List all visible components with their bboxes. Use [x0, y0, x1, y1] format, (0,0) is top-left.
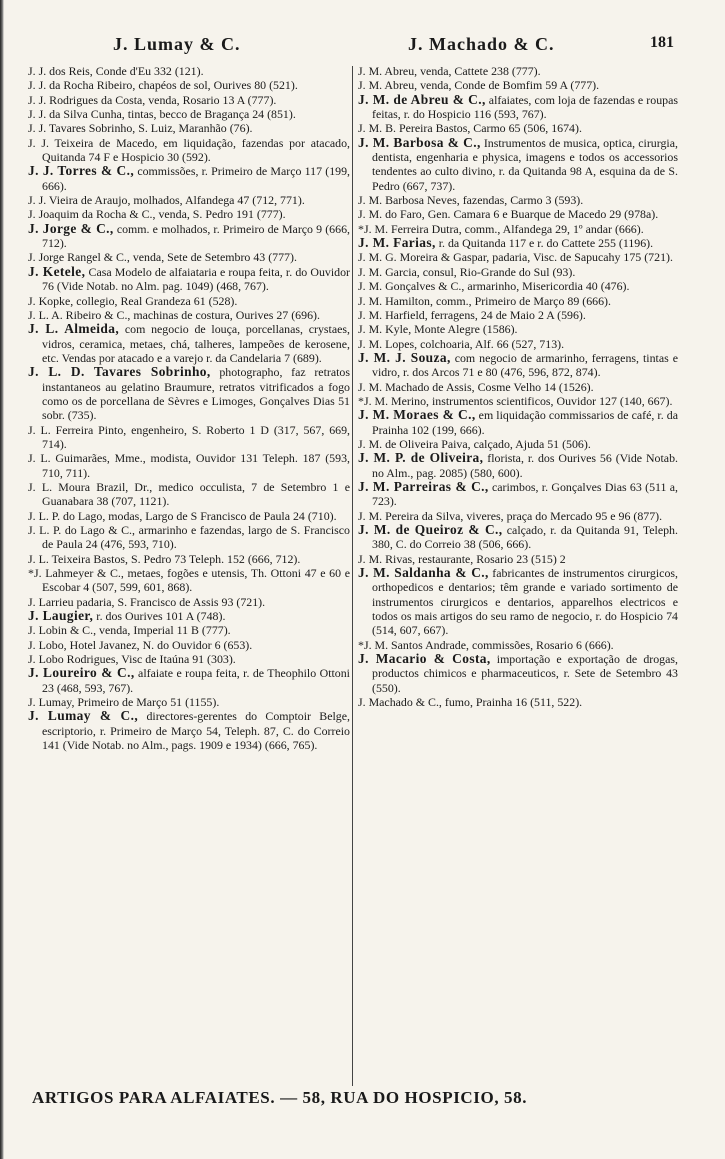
entry-details: venda, S. Pedro 191 (777).	[155, 207, 286, 222]
entry-name: J. M. Gonçalves & C.,	[358, 279, 465, 294]
entry-details: com negocio de louça, porcellanas, crystaes, vidros, ceramica, metaes, chá, talheres, lampeões de kerosene, etc. Vendas por atacado e a varejo r. da Candelaria 7 (689).	[42, 322, 351, 365]
entry-details: Carmo 65 (506, 1674).	[470, 121, 582, 136]
entry-name: J. M. Kyle,	[358, 322, 412, 337]
entry-details: Primeiro de Março 51 (1155).	[74, 695, 220, 710]
entry-details: tintas, becco de Bragança 24 (851).	[124, 107, 296, 122]
entry-name: J. M. Barbosa Neves,	[358, 193, 460, 208]
directory-entry	[28, 566, 350, 595]
directory-entry	[358, 523, 678, 552]
entry-details: Hotel Javanez, N. do Ouvidor 6 (653).	[66, 637, 253, 652]
entry-details: venda, Rosario 13 A (777).	[145, 92, 277, 107]
entry-name: J. L. D. Tavares Sobrinho,	[28, 364, 211, 380]
directory-entry	[358, 64, 678, 78]
directory-entry	[358, 236, 678, 250]
directory-entry	[358, 451, 678, 480]
entry-details: em liquidação, fazendas por atacado, Quitanda 74 F e Hospicio 30 (592).	[42, 135, 350, 165]
entry-name: J. Joaquim da Rocha & C.,	[28, 207, 156, 222]
directory-entry	[358, 279, 678, 293]
directory-entry	[28, 423, 350, 452]
directory-entry	[28, 666, 350, 695]
entry-details: Mme., modista, Ouvidor 131 Teleph. 187 (593, 710, 711).	[42, 451, 350, 480]
directory-entry	[358, 552, 678, 566]
entry-details: chapéos de sol, Ourives 80 (521).	[135, 78, 298, 93]
entry-name: J. M. Abreu,	[358, 64, 418, 78]
entry-details: Dr., medico occulista, 7 de Setembro 1 e Guanabara 38 (707, 1121).	[42, 479, 350, 509]
entry-details: collegio, Real Grandeza 61 (528).	[73, 293, 238, 308]
entry-details: modas, Largo de S Francisco de Paula 24 (710).	[105, 508, 337, 523]
entry-name: J. M. Hamilton,	[358, 293, 433, 308]
directory-entry	[358, 207, 678, 221]
directory-entry	[358, 222, 678, 236]
entry-details: metaes, fogões e utensis, Th. Ottoni 47 e 60 e Escobar 4 (507, 599, 601, 868).	[42, 566, 350, 595]
entry-name: J. L. Guimarães,	[28, 451, 110, 466]
directory-entry	[28, 250, 350, 264]
entry-name: J. M. J. Souza,	[358, 349, 451, 365]
entry-name: J. J. Rodrigues da Costa,	[28, 92, 146, 107]
entry-details: restaurante, Rosario 23 (515) 2	[415, 551, 566, 566]
directory-entry	[28, 552, 350, 566]
entry-details: em liquidação commissarios de café, r. da Prainha 102 (199, 666).	[372, 408, 678, 437]
entry-name: J. M. P. de Oliveira,	[358, 450, 484, 466]
entry-details: armarinho e fazendas, largo de S. Francisco de Paula 24 (476, 593, 710).	[42, 523, 351, 552]
entry-details: Casa Modelo de alfaiataria e roupa feita, r. do Ouvidor 76 (Vide Notab. no Alm. pag. 1049) (468, 767).	[42, 264, 350, 294]
entry-name: J. Lobin & C.,	[28, 623, 97, 638]
entry-name: J. L. Teixeira Bastos,	[28, 551, 129, 566]
entry-name: J. M. Lopes,	[358, 336, 418, 351]
entry-details: venda, Imperial 11 B (777).	[96, 623, 231, 638]
entry-details: padaria, S. Francisco de Assis 93 (721).	[73, 594, 266, 609]
entry-details: ferragens, 24 de Maio 2 A (596).	[427, 307, 586, 322]
directory-entry	[28, 509, 350, 523]
directory-entry	[28, 638, 350, 652]
entry-details: Instrumentos de musica, optica, cirurgia, dentista, engenharia e physica, imagens e todos os accessorios tendentes ao culto divino, r. da Quitanda 98 A, esquina da de S. Pedro (667, 737).	[372, 135, 678, 193]
directory-entry	[358, 337, 678, 351]
directory-entry	[358, 408, 678, 437]
entry-details: fazendas, Carmo 3 (593).	[459, 193, 584, 208]
entry-name: J. M. G. Moreira & Gaspar,	[358, 250, 490, 265]
entry-name: J. M. de Abreu & C.,	[358, 91, 486, 107]
entry-details: commissões, r. Primeiro de Março 117 (199, 666).	[42, 164, 350, 193]
directory-entry	[358, 351, 678, 380]
entry-name: J. M. do Faro,	[358, 207, 425, 222]
directory-entry	[358, 437, 678, 451]
entry-details: Gen. Camara 6 e Buarque de Macedo 29 (978a).	[424, 207, 659, 222]
entry-details: r. dos Ourives 101 A (748).	[93, 609, 226, 624]
entry-name: J. M. Abreu,	[358, 78, 418, 93]
directory-entry	[358, 566, 678, 638]
entry-name: J. M. Machado de Assis,	[358, 379, 475, 394]
entry-details: directores-gerentes do Comptoir Belge, escriptorio, r. Primeiro de Março 54, Teleph. 87, C. do Correio 141 (Vide Notab. no Alm., pags. 1909 e 1934) (666, 765).	[42, 709, 350, 753]
entry-name: J. J. Vieira de Araujo,	[28, 193, 131, 208]
entry-name: J. Ketele,	[28, 263, 86, 279]
entry-details: venda, Conde de Bomfim 59 A (777).	[417, 78, 600, 93]
directory-entry	[358, 695, 678, 709]
directory-entry	[358, 193, 678, 207]
entry-details: importação e exportação de drogas, productos chimicos e pharmaceuticos, r. Sete de Setembro 43 (550).	[372, 652, 678, 695]
directory-entry	[28, 107, 350, 121]
directory-entry	[28, 709, 350, 752]
entry-name: J. L. A. Ribeiro & C.,	[28, 307, 131, 322]
entry-details: alfaiates, com loja de fazendas e roupas feitas, r. do Hospicio 116 (593, 767).	[372, 92, 678, 122]
entry-name: J. M. Garcia,	[358, 264, 420, 279]
entry-details: Monte Alegre (1586).	[411, 322, 518, 337]
entry-name: J. Kopke,	[28, 293, 74, 308]
directory-entry	[28, 294, 350, 308]
directory-entry	[358, 322, 678, 336]
entry-name: J. Lobo,	[28, 637, 67, 652]
entry-name: J. L. Moura Brazil,	[28, 479, 129, 494]
entry-details: colchoaria, Alf. 66 (527, 713).	[417, 336, 565, 351]
entry-details: consul, Rio-Grande do Sul (93).	[419, 264, 576, 279]
left-column	[28, 64, 350, 753]
entry-details: photographo, faz retratos instantaneos au gelatino Braumure, retratos vitrificados a fogo como os de porcellana de Sèvres e Limoges, Gonçalves Dias 51 sobr. (735).	[42, 365, 350, 423]
column-divider	[352, 66, 353, 1086]
directory-entry	[358, 652, 678, 695]
entry-details: padaria, Visc. de Sapucahy 175 (721).	[489, 250, 673, 265]
directory-entry	[358, 394, 678, 408]
entry-details: Cosme Velho 14 (1526).	[474, 379, 594, 394]
entry-name: J. Machado & C.,	[358, 695, 442, 710]
entry-name: J. Macario & Costa,	[358, 651, 491, 667]
directory-entry	[358, 294, 678, 308]
directory-entry	[358, 480, 678, 509]
directory-entry	[358, 121, 678, 135]
entry-name: J. Jorge Rangel & C.,	[28, 250, 130, 265]
entry-name: J. Lumay & C.,	[28, 708, 139, 724]
directory-entry	[28, 121, 350, 135]
directory-entry	[28, 623, 350, 637]
directory-entry	[28, 64, 350, 78]
directory-entry	[28, 265, 350, 294]
entry-details: S. Luiz, Maranhão (76).	[135, 121, 253, 136]
right-column	[358, 64, 678, 709]
entry-details: comm., Primeiro de Março 89 (666).	[432, 293, 611, 308]
entry-name: J. M. Saldanha & C.,	[358, 565, 489, 581]
entry-details: Visc de Itaúna 91 (303).	[118, 652, 236, 667]
entry-name: J. M. de Oliveira Paiva,	[358, 436, 471, 451]
directory-entry	[28, 523, 350, 552]
entry-name: J. M. B. Pereira Bastos,	[358, 121, 471, 136]
entry-name: J. M. Pereira da Silva,	[358, 508, 464, 523]
entry-name: J. J. dos Reis,	[28, 64, 93, 78]
entry-name: J. M. de Queiroz & C.,	[358, 522, 503, 537]
entry-details: alfaiate e roupa feita, r. de Theophilo Ottoni 23 (468, 593, 767).	[42, 666, 350, 695]
entry-details: calçado, r. da Quitanda 91, Teleph. 380, C. do Correio 38 (506, 666).	[372, 523, 678, 552]
directory-entry	[28, 164, 350, 193]
entry-details: Conde d'Eu 332 (121).	[92, 64, 204, 78]
entry-details: molhados, Alfandega 47 (712, 771).	[130, 193, 305, 208]
directory-entry	[28, 609, 350, 623]
entry-name: J. L. P. do Lago,	[28, 508, 106, 523]
entry-details: fabricantes de instrumentos cirurgicos, orthopedicos e dentarios; têm grande e variado sortimento de instrumentos cirurgicos e dentarios, apparelhos electricos e todos os mais artigos do seu ramo de negocio, r. do Hospicio 74 (514, 607, 667).	[372, 566, 678, 638]
entry-details: S. Pedro 73 Teleph. 152 (666, 712).	[128, 551, 301, 566]
entry-details: florista, r. dos Ourives 56 (Vide Notab. no Alm., pag. 2085) (580, 600).	[372, 451, 678, 480]
entry-name: J. L. Almeida,	[28, 321, 120, 337]
running-head-right: J. Machado & C.	[408, 34, 555, 54]
entry-details: engenheiro, S. Roberto 1 D (317, 567, 669, 714).	[42, 422, 350, 451]
entry-name: J. L. Ferreira Pinto,	[28, 422, 127, 437]
entry-name: J. M. Barbosa & C.,	[358, 134, 481, 150]
entry-name: J. M. Moraes & C.,	[358, 407, 476, 423]
entry-details: carimbos, r. Gonçalves Dias 63 (511 a, 723).	[372, 479, 679, 509]
running-head-left: J. Lumay & C.	[113, 34, 241, 54]
directory-entry	[358, 509, 678, 523]
entry-name: J. Larrieu	[28, 594, 74, 609]
page-number: 181	[650, 34, 674, 51]
directory-entry	[28, 93, 350, 107]
entry-name: J. Jorge & C.,	[28, 220, 114, 236]
directory-entry	[358, 308, 678, 322]
entry-details: comm. e molhados, r. Primeiro de Março 9 (666, 712).	[42, 221, 350, 251]
directory-entry	[358, 78, 678, 92]
entry-details: com negocio de armarinho, ferragens, tintas e vidro, r. dos Arcos 71 e 80 (476, 596, 872, 874).	[372, 350, 678, 380]
entry-name: J. L. P. do Lago & C.,	[28, 523, 136, 537]
entry-name: J. M. Harfield,	[358, 307, 428, 322]
entry-name: J. Laugier,	[28, 608, 94, 624]
entry-name: *J. M. Santos Andrade,	[358, 637, 469, 652]
directory-entry	[358, 250, 678, 264]
entry-name: J. M. Rivas,	[358, 551, 416, 566]
directory-entry	[28, 207, 350, 221]
directory-entry	[28, 222, 350, 251]
entry-details: armarinho, Misericordia 40 (476).	[464, 279, 630, 294]
directory-entry	[28, 322, 350, 365]
entry-name: J. Lobo Rodrigues,	[28, 652, 119, 667]
directory-entry	[358, 265, 678, 279]
entry-details: fumo, Prainha 16 (511, 522).	[441, 695, 583, 710]
page-edge-shadow	[0, 0, 4, 1159]
entry-name: J. J. da Rocha Ribeiro,	[28, 78, 136, 93]
page-header	[0, 34, 725, 58]
entry-details: viveres, praça do Mercado 95 e 96 (877).	[463, 508, 663, 523]
entry-details: commissões, Rosario 6 (666).	[468, 637, 614, 652]
entry-name: J. J. Torres & C.,	[28, 163, 135, 179]
directory-entry	[28, 365, 350, 422]
entry-name: *J. Lahmeyer & C.,	[28, 566, 124, 581]
directory-entry	[28, 451, 350, 480]
entry-details: venda, Cattete 238 (777).	[417, 64, 541, 78]
entry-details: instrumentos scientificos, Ouvidor 127 (140, 667).	[429, 393, 673, 408]
directory-entry	[358, 380, 678, 394]
directory-entry	[358, 93, 678, 122]
directory-entry	[28, 695, 350, 709]
entry-name: J. M. Parreiras & C.,	[358, 478, 489, 494]
directory-entry	[28, 595, 350, 609]
entry-details: machinas de costura, Ourives 27 (696).	[130, 307, 320, 322]
directory-entry	[28, 193, 350, 207]
entry-details: comm., Alfandega 29, 1º andar (666).	[461, 221, 644, 236]
directory-entry	[28, 480, 350, 509]
directory-entry	[28, 308, 350, 322]
directory-entry	[358, 136, 678, 193]
entry-name: J. Loureiro & C.,	[28, 665, 135, 681]
entry-details: venda, Sete de Setembro 43 (777).	[129, 250, 297, 265]
directory-entry	[358, 638, 678, 652]
entry-name: J. M. Farias,	[358, 235, 436, 251]
entry-details: calçado, Ajuda 51 (506).	[470, 436, 591, 451]
entry-name: J. Lumay,	[28, 695, 75, 710]
entry-details: r. da Quitanda 117 e r. do Cattete 255 (1196).	[435, 236, 654, 251]
directory-entry	[28, 652, 350, 666]
entry-name: *J. M. Merino,	[358, 393, 430, 408]
entry-name: J. J. Teixeira de Macedo,	[28, 135, 158, 150]
page-footer-advert: ARTIGOS PARA ALFAIATES. — 58, RUA DO HOSPICIO, 58.	[32, 1088, 528, 1107]
entry-name: J. J. Tavares Sobrinho,	[28, 121, 136, 136]
directory-entry	[28, 78, 350, 92]
entry-name: *J. M. Ferreira Dutra,	[358, 221, 462, 236]
directory-entry	[28, 136, 350, 165]
entry-name: J. J. da Silva Cunha,	[28, 107, 125, 122]
